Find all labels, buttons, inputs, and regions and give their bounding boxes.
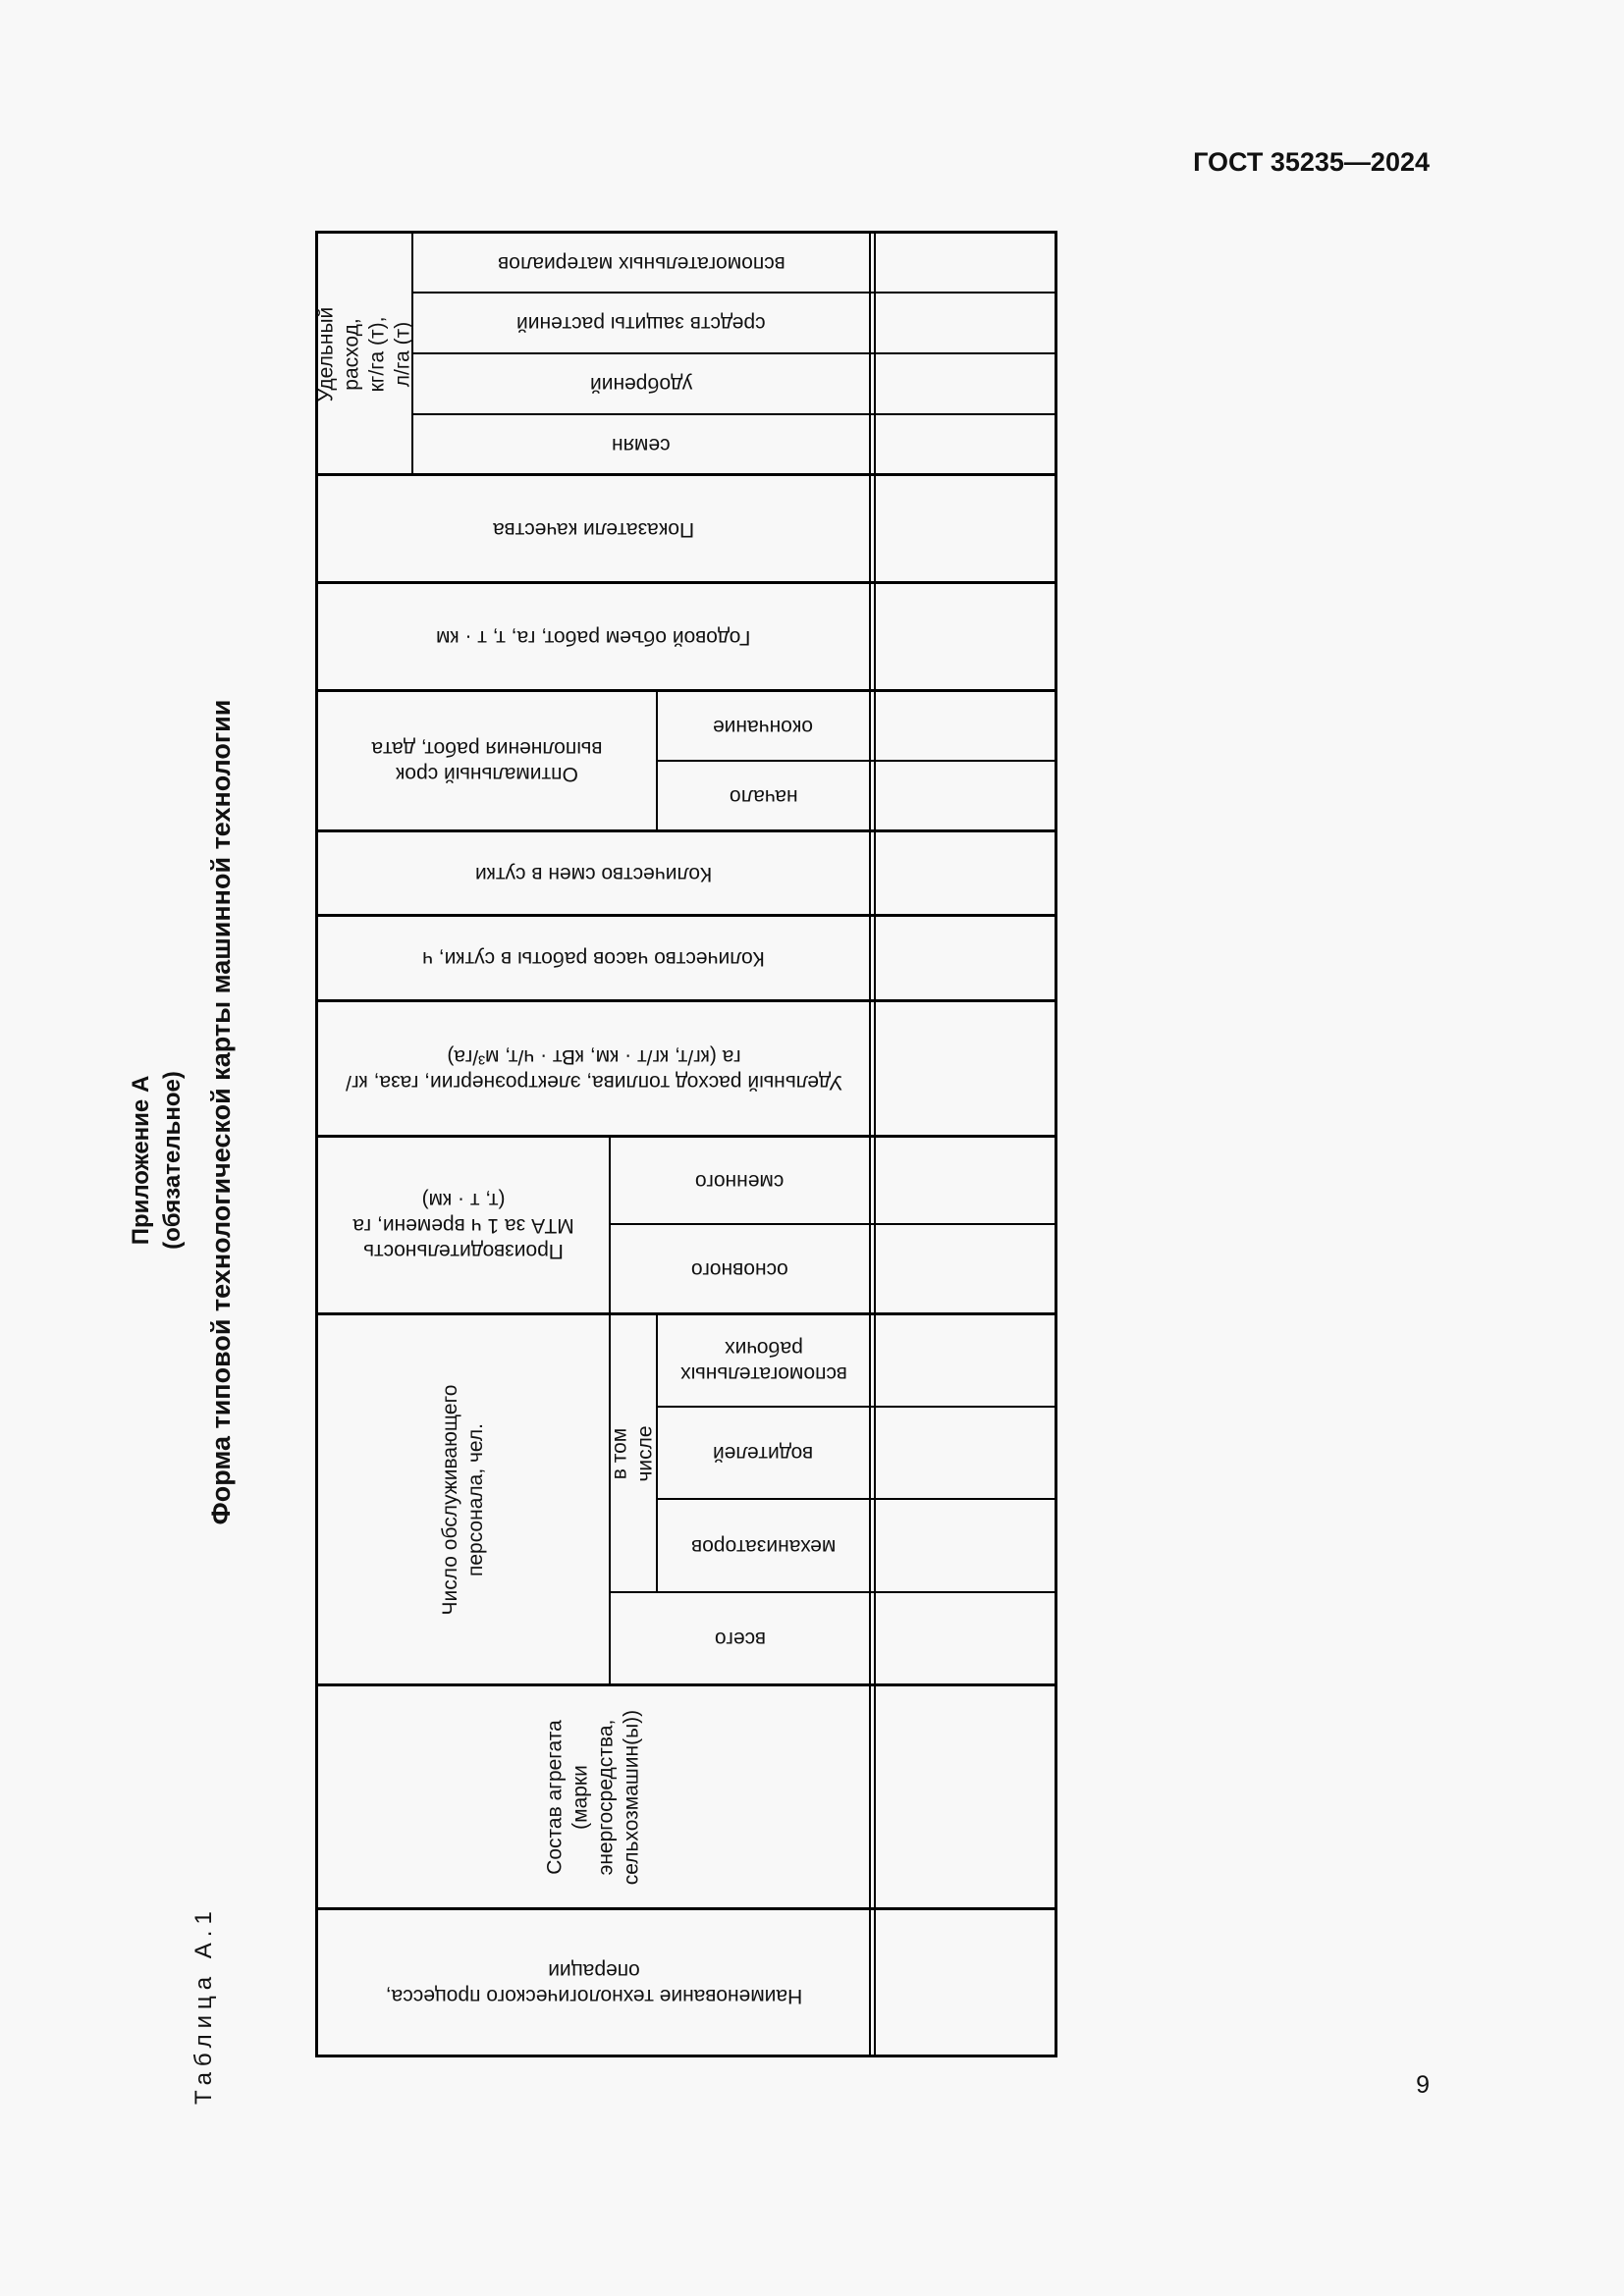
productivity-shift-label: сменного xyxy=(695,1169,785,1193)
productivity-shift-cell xyxy=(611,1138,869,1223)
optimal-period-cell xyxy=(318,692,656,829)
annual-volume-label: Годовой объем работ, га, т, т · км xyxy=(436,625,751,649)
plant-protection-label: средств защиты растений xyxy=(516,312,766,335)
staff-including-label: в том числе xyxy=(609,1424,658,1482)
optimal-period-label: Оптимальный срок выполнения работ, дата xyxy=(371,737,603,785)
header-separator-a xyxy=(869,231,871,2057)
auxiliary-materials-label: вспомогательных материалов xyxy=(497,251,785,275)
annex-title: Приложение А xyxy=(128,1075,154,1246)
staff-total-cell xyxy=(611,1593,869,1683)
hours-per-day-cell xyxy=(318,917,869,999)
staff-cell xyxy=(318,1315,609,1683)
hours-per-day-label: Количество часов работы в сутки, ч xyxy=(422,947,765,970)
staff-drivers-cell xyxy=(658,1408,869,1498)
productivity-main-cell xyxy=(611,1225,869,1312)
productivity-cell xyxy=(318,1138,609,1312)
specific-consumption-cell xyxy=(314,234,414,474)
auxiliary-materials-cell xyxy=(413,234,869,292)
staff-drivers-label: водителей xyxy=(713,1442,814,1465)
table-label: Таблица А.1 xyxy=(190,1905,217,2105)
staff-total-label: всего xyxy=(714,1628,766,1650)
staff-auxiliary-label: вспомогательных рабочих xyxy=(679,1337,847,1385)
page-number: 9 xyxy=(1416,2071,1430,2099)
staff-mechanics-cell xyxy=(658,1500,869,1591)
header-separator-b xyxy=(874,231,876,2057)
quality-indicators-label: Показатели качества xyxy=(492,517,695,541)
fuel-consumption-label: Удельный расход топлива, электроэнергии, газа, кг/га (кг/т, кг/т · км, кВт · ч/т, м³/га) xyxy=(345,1044,842,1094)
productivity-label: Производительность МТА за 1 ч времени, га (т, т · км) xyxy=(352,1189,574,1262)
staff-mechanics-label: механизаторов xyxy=(690,1534,837,1558)
seeds-cell xyxy=(413,415,869,473)
fuel-consumption-cell xyxy=(318,1002,869,1135)
annex-heading xyxy=(126,571,189,1749)
staff-auxiliary-cell xyxy=(658,1315,869,1406)
operation-name-label: Наименование технологического процесса, операции xyxy=(385,1958,802,2007)
quality-indicators-cell xyxy=(318,476,869,581)
annual-volume-cell xyxy=(318,584,869,689)
operation-name-cell xyxy=(318,1910,869,2055)
staff-label: Число обслуживающего персонала, чел. xyxy=(439,1384,487,1615)
shifts-per-day-cell xyxy=(318,832,869,914)
shifts-per-day-label: Количество смен в сутки xyxy=(474,862,713,885)
specific-consumption-label: Удельный расход, кг/га (т), л/га (т) xyxy=(314,306,414,401)
form-title: Форма типовой технологической карты машинной технологии xyxy=(206,699,236,1525)
period-end-cell xyxy=(658,692,869,760)
unit-composition-cell xyxy=(318,1686,869,1907)
table-border-bottom xyxy=(315,2055,1057,2057)
unit-composition-label: Состав агрегата (марки энергосредства, сельхозмашин(ы)) xyxy=(543,1709,643,1885)
period-start-cell xyxy=(658,762,869,829)
plant-protection-cell xyxy=(413,294,869,352)
fertilizers-label: удобрений xyxy=(589,373,693,396)
annex-status: (обязательное) xyxy=(159,1071,186,1250)
table-border-right xyxy=(1055,231,1057,2057)
productivity-main-label: основного xyxy=(691,1257,788,1281)
fertilizers-cell xyxy=(413,354,869,413)
seeds-label: семян xyxy=(612,433,671,456)
period-end-label: окончание xyxy=(713,715,814,738)
period-start-label: начало xyxy=(729,784,798,808)
staff-including-cell xyxy=(611,1315,656,1591)
document-code: ГОСТ 35235—2024 xyxy=(1193,147,1430,177)
